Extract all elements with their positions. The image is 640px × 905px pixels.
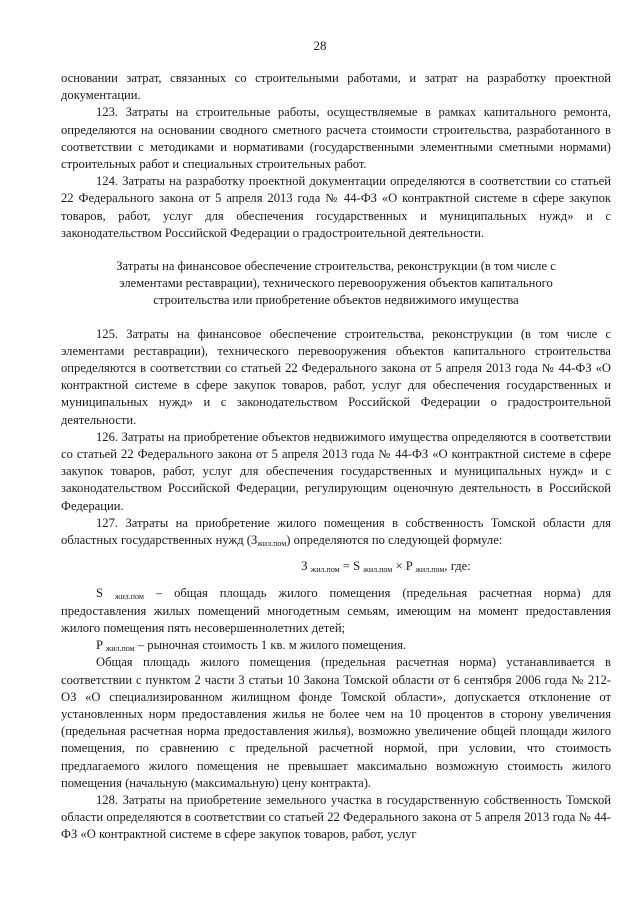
paragraph-123: 123. Затраты на строительные работы, осуществляемые в рамках капитального ремонта, определяются на основании сводного сметного расчета стоимости строительства, разработанного в соответствии с методиками и нормативами (государственными элементными сметными нормами) строительных работ и специальных строительных работ. xyxy=(61,105,611,172)
paragraph-126: 126. Затраты на приобретение объектов недвижимого имущества определяются в соответствии со статьей 22 Федерального закона от 5 апреля 2013 года № 44-ФЗ «О контрактной системе в сфере закупок товаров, работ, услуг для обеспечения государственных и муниципальных нужд» и с законодательством Российской Федерации, регулирующим оценочную деятельность в Российской Федерации. xyxy=(61,429,611,513)
page-number: 28 xyxy=(313,38,327,53)
paragraph-124: 124. Затраты на разработку проектной документации определяются в соответствии со статьей 22 Федерального закона от 5 апреля 2013 года № 44-ФЗ «О контрактной системе в сфере закупок товаров, работ, услуг для обеспечения государственных и муниципальных нужд» и с законодательством Российской Федерации о градостроительной деятельности. xyxy=(61,174,611,240)
formula-p-subscript: жил.пом xyxy=(415,565,445,575)
formula-z: З xyxy=(301,559,308,574)
formula-times-p: × P xyxy=(392,559,413,574)
paragraph-128: 128. Затраты на приобретение земельного участка в государственную собственность Томской области определяются в соответствии со статьей 22 Федерального закона от 5 апреля 2013 года № 44-ФЗ «О контрактной системе в сфере закупок товаров, работ, услуг xyxy=(61,792,611,842)
definition-s xyxy=(61,585,611,637)
definition-s-text: – общая площадь жилого помещения (предельная расчетная норма) для предоставления жилых помещений многодетным семьям, имеющим на момент предоставления жилого помещения пять несовершеннолетних детей; xyxy=(61,586,611,635)
definition-s-symbol: S xyxy=(96,586,104,601)
formula-z-subscript: жил.пом xyxy=(310,565,340,575)
paragraph-125: 125. Затраты на финансовое обеспечение строительства, реконструкции (в том числе с элементами реставрации), технического перевооружения объектов капитального строительства определяются в соответствии со статьей 22 Федерального закона от 5 апреля 2013 года № 44-ФЗ «О контрактной системе в сфере закупок товаров, работ, услуг для обеспечения государственных и муниципальных нужд» и с законодательством Российской Федерации о градостроительной деятельности. xyxy=(61,326,611,427)
paragraph-127-text: 127. Затраты на приобретение жилого помещения в собственность Томской области для областных государственных нужд (З xyxy=(61,515,611,548)
formula-tail: , где: xyxy=(444,559,471,574)
definition-p-symbol: P xyxy=(96,638,103,653)
definition-p xyxy=(61,637,611,654)
paragraph-127 xyxy=(61,515,611,549)
formula-equals-s: = S xyxy=(339,559,361,574)
paragraph-lead: основании затрат, связанных со строительными работами, и затрат на разработку проектной документации. xyxy=(61,71,611,103)
section-heading: Затраты на финансовое обеспечение строительства, реконструкции (в том числе с элементами реставрации), технического перевооружения объектов капитального строительства или приобретение объектов недвижимого имущества xyxy=(116,259,556,308)
definition-p-text: – рыночная стоимость 1 кв. м жилого помещения. xyxy=(134,638,407,653)
definition-p-subscript: жил.пом xyxy=(105,644,135,654)
formula-s-subscript: жил.пом xyxy=(363,565,393,575)
subscript: жил.пом xyxy=(257,539,287,549)
document-body xyxy=(61,70,611,844)
definition-s-subscript: жил.пом xyxy=(114,592,144,602)
formula xyxy=(161,558,611,575)
paragraph-area: Общая площадь жилого помещения (предельная расчетная норма) устанавливается в соответствии с пунктом 2 части 3 статьи 10 Закона Томской области от 6 сентября 2006 года № 212-ОЗ «О специализированном жилищном фонде Томской области», допускается отклонение от установленных норм предоставления жилья не более чем на 10 процентов в сторону увеличения (предельная расчетная норма предоставления жилья), возможно увеличение общей площади жилого помещения, по сравнению с предельной расчетной нормой, при условии, что стоимость предлагаемого жилого помещения не превышает максимально возможную стоимость жилого помещения (начальную (максимальную) цену контракта). xyxy=(61,655,611,790)
paragraph-127-text-end: ) определяются по следующей формуле: xyxy=(286,533,503,548)
